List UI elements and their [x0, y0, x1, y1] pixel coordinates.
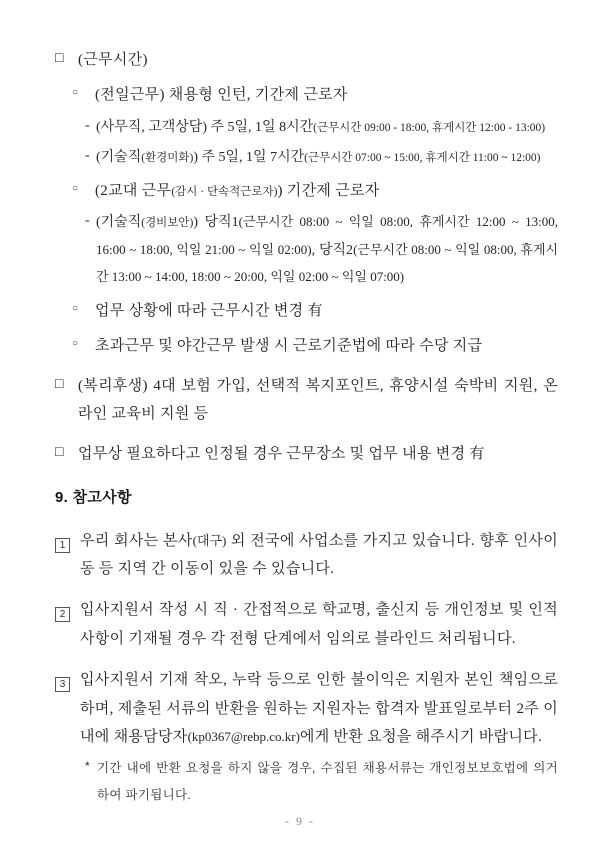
text-segment: (사무직, 고객상담) 주 5일, 1일 8시간 [96, 119, 314, 135]
footnote-document-destruction [85, 754, 558, 808]
note-2 [55, 596, 558, 654]
text-segment: (기술직 [96, 150, 142, 166]
text-segment: (2교대 근무 [95, 182, 172, 199]
line-text [78, 372, 558, 430]
text-segment: 9. 참고사항 [55, 488, 132, 506]
line-text [80, 596, 558, 654]
dash-marker: - [85, 148, 90, 164]
text-segment: (근무시간 08:00 ~ 익일 08:00, 휴게시간 13:00 ~ 14:00, 18:00 ~ 20:00, 익일 02:00 ~ 익일 07:00) [96, 241, 558, 285]
text-segment: (대구) [192, 532, 227, 548]
text-segment: ) 당직1 [193, 215, 239, 231]
text-segment: 우리 회사는 본사 [80, 532, 193, 549]
text-segment: 업무상 필요하다고 인정될 경우 근무장소 및 업무 내용 변경 有 [78, 446, 485, 463]
text-segment: 외 전국에 사업소를 가지고 있습니다. 향후 인사이동 등 지역 간 이동이 있을 수 있습니다. [80, 532, 558, 578]
line-text [95, 177, 558, 206]
item-overtime-pay [72, 332, 558, 361]
line-text [80, 666, 558, 752]
star-marker: * [85, 759, 90, 774]
box-marker: □ [55, 376, 64, 392]
text-segment: (kp0367@rebp.co.kr) [187, 729, 300, 745]
box-marker: □ [55, 445, 64, 461]
circle-marker: ○ [72, 182, 79, 194]
text-segment: (복리후생) 4대 보험 가입, 선택적 복지포인트, 휴양시설 숙박비 지원, 온라인 교육비 지원 등 [78, 377, 558, 423]
page-number: - 9 - [285, 814, 315, 828]
dash-marker: - [85, 213, 90, 229]
boxed-number: 2 [55, 607, 70, 622]
num-marker [55, 527, 80, 556]
line-text [95, 81, 558, 110]
line-text [97, 754, 558, 808]
text-segment: 입사지원서 기재 착오, 누락 등으로 인한 불이익은 지원자 본인 책임으로 하며, 제출된 서류의 반환을 원하는 지원자는 합격자 발표일로부터 2주 이내에 채용담당자 [80, 671, 558, 746]
text-segment: (근무시간 08:00 ~ 익일 08:00, 휴게시간 12:00 ~ 13:00, 16:00 ~ 18:00, 익일 21:00 ~ 익일 02:00) [96, 214, 558, 257]
line-text [95, 332, 558, 361]
text-segment: (경비보안) [141, 217, 194, 230]
text-segment: (근무시간) [78, 52, 148, 68]
item-office-hours [85, 113, 558, 141]
line-text [55, 482, 558, 513]
item-fulltime [72, 81, 558, 110]
text-segment: (전일근무) 채용형 인턴, 기간제 근로자 [95, 86, 348, 103]
dash-marker: - [85, 117, 90, 133]
circle-marker: ○ [72, 302, 79, 314]
item-workplace-change [55, 440, 558, 469]
item-benefits [55, 372, 558, 430]
item-security-hours [85, 208, 558, 291]
item-hours-change [72, 297, 558, 326]
text-segment: ) 주 5일, 1일 7시간 [193, 150, 305, 166]
line-text [95, 297, 558, 326]
line-text [96, 143, 558, 171]
item-tech-cleaning-hours [85, 143, 558, 171]
boxed-number: 3 [55, 677, 70, 692]
text-segment: , 당직2 [311, 242, 354, 258]
boxed-number: 1 [55, 538, 70, 553]
text-segment: 기간 내에 반환 요청을 하지 않을 경우, 수집된 채용서류는 개인정보보호법에 의거하여 파기됩니다. [97, 761, 558, 803]
text-segment: (근무시간 07:00 ~ 15:00, 휴게시간 11:00 ~ 12:00) [304, 152, 541, 165]
line-text [96, 113, 558, 141]
note-1 [55, 527, 558, 585]
line-text [78, 440, 558, 469]
num-marker [55, 666, 80, 695]
text-segment: 업무 상황에 따라 근무시간 변경 有 [95, 302, 323, 319]
text-segment: 에게 반환 요청을 해주시기 바랍니다. [299, 729, 543, 746]
item-work-hours [55, 46, 558, 75]
note-3 [55, 666, 558, 752]
document-lines [55, 46, 558, 809]
text-segment: ) 기간제 근로자 [277, 182, 380, 199]
box-marker: □ [55, 51, 64, 66]
text-segment: 입사지원서 작성 시 직 · 간접적으로 학교명, 출신지 등 개인정보 및 인적사항이 기재될 경우 각 전형 단계에서 임의로 블라인드 처리됩니다. [80, 602, 558, 647]
text-segment: (환경미화) [141, 152, 194, 165]
text-segment: (근무시간 09:00 - 18:00, 휴게시간 12:00 - 13:00) [313, 121, 546, 134]
circle-marker: ○ [72, 86, 79, 98]
section-heading-notes [55, 482, 558, 513]
line-text [80, 527, 558, 585]
circle-marker: ○ [72, 337, 79, 349]
num-marker [55, 596, 80, 625]
text-segment: (감시 · 단속적근로자) [171, 185, 278, 198]
line-text [96, 208, 558, 291]
line-text [78, 46, 558, 75]
text-segment: (기술직 [96, 215, 142, 231]
item-two-shift [72, 177, 558, 206]
text-segment: 초과근무 및 야간근무 발생 시 근로기준법에 따라 수당 지급 [95, 337, 483, 354]
